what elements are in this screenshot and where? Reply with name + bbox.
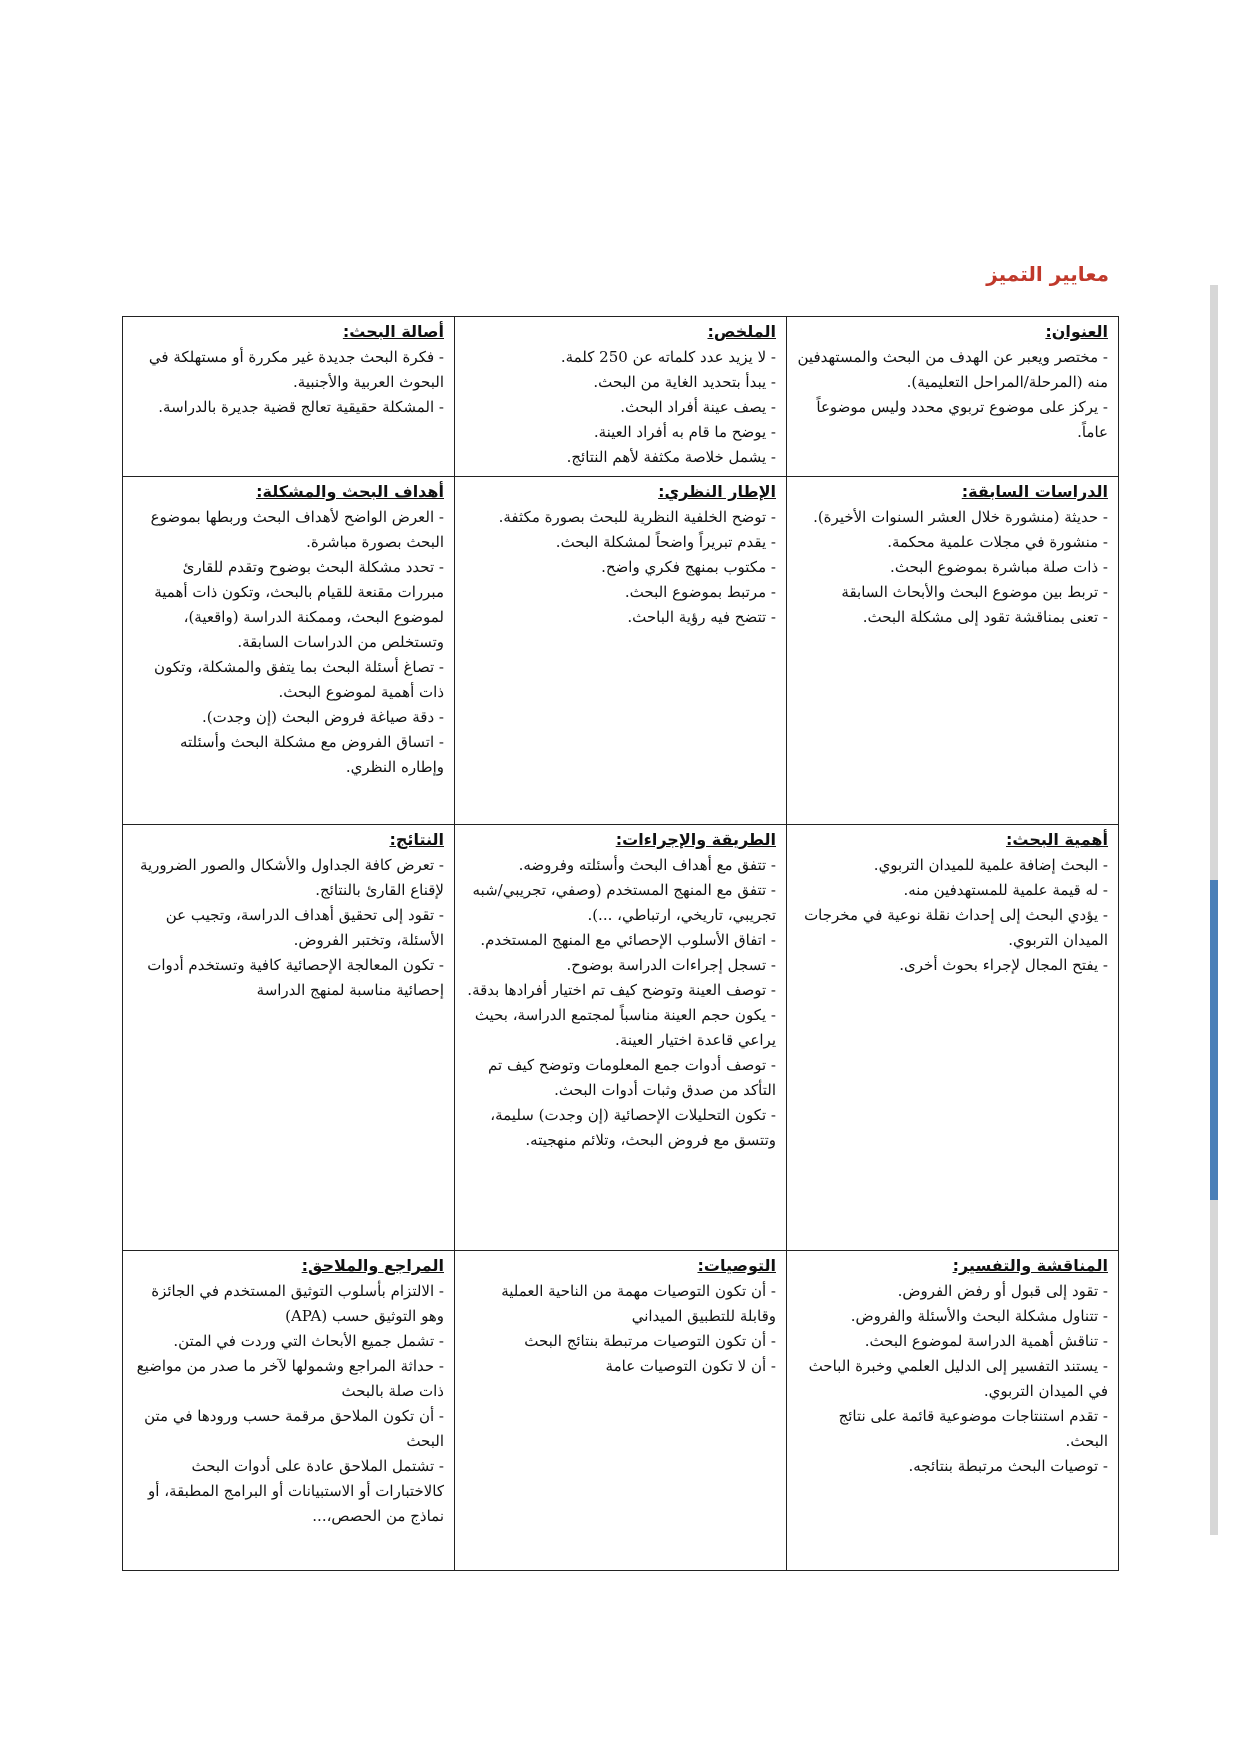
criteria-item: - حداثة المراجع وشمولها لآخر ما صدر من مواضيع ذات صلة بالبحث [133, 1354, 444, 1404]
criteria-heading: أهمية البحث: [1006, 830, 1108, 849]
criteria-item: - توضح الخلفية النظرية للبحث بصورة مكثفة. [465, 505, 776, 530]
criteria-list [133, 1279, 444, 1529]
criteria-item: - تحدد مشكلة البحث بوضوح وتقدم للقارئ مبررات مقنعة للقيام بالبحث، وتكون ذات أهمية لموضوع البحث، وممكنة الدراسة (واقعية)، وتستخلص من الدراسات السابقة. [133, 555, 444, 655]
criteria-heading: التوصيات: [697, 1256, 776, 1275]
criteria-item: - تشتمل الملاحق عادة على أدوات البحث كالاختبارات أو الاستبيانات أو البرامج المطبقة، أو نماذج من الحصص،... [133, 1454, 444, 1529]
criteria-item: - فكرة البحث جديدة غير مكررة أو مستهلكة في البحوث العربية والأجنبية. [133, 345, 444, 395]
criteria-list [797, 1279, 1108, 1479]
criteria-item: - العرض الواضح لأهداف البحث وربطها بموضوع البحث بصورة مباشرة. [133, 505, 444, 555]
criteria-item: - تقود إلى قبول أو رفض الفروض. [797, 1279, 1108, 1304]
criteria-heading: العنوان: [1045, 322, 1108, 341]
criteria-item: - أن لا تكون التوصيات عامة [465, 1354, 776, 1379]
criteria-list [133, 345, 444, 420]
criteria-item: - اتساق الفروض مع مشكلة البحث وأسئلته وإطاره النظري. [133, 730, 444, 780]
criteria-item: - تتناول مشكلة البحث والأسئلة والفروض. [797, 1304, 1108, 1329]
criteria-item: - تصاغ أسئلة البحث بما يتفق والمشكلة، وتكون ذات أهمية لموضوع البحث. [133, 655, 444, 705]
criteria-cell [123, 317, 455, 477]
criteria-item: - توصيات البحث مرتبطة بنتائجه. [797, 1454, 1108, 1479]
criteria-item: - توصف العينة وتوضح كيف تم اختيار أفرادها بدقة. [465, 978, 776, 1003]
criteria-item: - أن تكون الملاحق مرقمة حسب ورودها في متن البحث [133, 1404, 444, 1454]
criteria-cell [455, 477, 787, 825]
criteria-list [133, 853, 444, 1003]
criteria-item: - المشكلة حقيقية تعالج قضية جديرة بالدراسة. [133, 395, 444, 420]
criteria-item: - أن تكون التوصيات مرتبطة بنتائج البحث [465, 1329, 776, 1354]
criteria-item: - توصف أدوات جمع المعلومات وتوضح كيف تم التأكد من صدق وثبات أدوات البحث. [465, 1053, 776, 1103]
criteria-item: - تربط بين موضوع البحث والأبحاث السابقة [797, 580, 1108, 605]
criteria-row [123, 825, 1119, 1251]
criteria-table [122, 316, 1119, 1571]
criteria-cell [787, 1251, 1119, 1571]
criteria-heading: أهداف البحث والمشكلة: [256, 482, 444, 501]
criteria-item: - حديثة (منشورة خلال العشر السنوات الأخيرة). [797, 505, 1108, 530]
criteria-list [133, 505, 444, 780]
criteria-cell [787, 477, 1119, 825]
criteria-list [797, 853, 1108, 978]
criteria-heading: الإطار النظري: [658, 482, 776, 501]
criteria-list [797, 505, 1108, 630]
criteria-item: - اتفاق الأسلوب الإحصائي مع المنهج المستخدم. [465, 928, 776, 953]
criteria-cell [123, 825, 455, 1251]
criteria-item: - يبدأ بتحديد الغاية من البحث. [465, 370, 776, 395]
criteria-item: - تشمل جميع الأبحاث التي وردت في المتن. [133, 1329, 444, 1354]
criteria-item: - يقدم تبريراً واضحاً لمشكلة البحث. [465, 530, 776, 555]
criteria-heading: الملخص: [707, 322, 776, 341]
criteria-list [465, 345, 776, 470]
criteria-item: - يستند التفسير إلى الدليل العلمي وخبرة الباحث في الميدان التربوي. [797, 1354, 1108, 1404]
scan-edge-blue-strip [1210, 880, 1218, 1200]
criteria-item: - ذات صلة مباشرة بموضوع البحث. [797, 555, 1108, 580]
criteria-cell [455, 1251, 787, 1571]
criteria-list [797, 345, 1108, 445]
criteria-heading: الطريقة والإجراءات: [615, 830, 776, 849]
criteria-cell [455, 317, 787, 477]
criteria-heading: المناقشة والتفسير: [952, 1256, 1108, 1275]
criteria-list [465, 505, 776, 630]
criteria-item: - مختصر ويعبر عن الهدف من البحث والمستهدفين منه (المرحلة/المراحل التعليمية). [797, 345, 1108, 395]
criteria-cell [787, 825, 1119, 1251]
criteria-item: - دقة صياغة فروض البحث (إن وجدت). [133, 705, 444, 730]
criteria-item: - تناقش أهمية الدراسة لموضوع البحث. [797, 1329, 1108, 1354]
criteria-item: - تتضح فيه رؤية الباحث. [465, 605, 776, 630]
criteria-heading: الدراسات السابقة: [961, 482, 1108, 501]
criteria-cell [123, 477, 455, 825]
criteria-item: - له قيمة علمية للمستهدفين منه. [797, 878, 1108, 903]
criteria-heading: المراجع والملاحق: [301, 1256, 444, 1275]
criteria-table-body [123, 317, 1119, 1571]
page-title: معايير التميز [986, 262, 1109, 286]
criteria-item: - تسجل إجراءات الدراسة بوضوح. [465, 953, 776, 978]
criteria-item: - يفتح المجال لإجراء بحوث أخرى. [797, 953, 1108, 978]
criteria-cell [455, 825, 787, 1251]
criteria-cell [787, 317, 1119, 477]
criteria-row [123, 1251, 1119, 1571]
criteria-heading: أصالة البحث: [342, 322, 444, 341]
criteria-item: - تكون المعالجة الإحصائية كافية وتستخدم أدوات إحصائية مناسبة لمنهج الدراسة [133, 953, 444, 1003]
criteria-item: - مرتبط بموضوع البحث. [465, 580, 776, 605]
criteria-item: - لا يزيد عدد كلماته عن 250 كلمة. [465, 345, 776, 370]
criteria-row [123, 477, 1119, 825]
criteria-item: - تقود إلى تحقيق أهداف الدراسة، وتجيب عن الأسئلة، وتختبر الفروض. [133, 903, 444, 953]
criteria-list [465, 853, 776, 1153]
criteria-item: - البحث إضافة علمية للميدان التربوي. [797, 853, 1108, 878]
criteria-item: - تقدم استنتاجات موضوعية قائمة على نتائج البحث. [797, 1404, 1108, 1454]
criteria-item: - يؤدي البحث إلى إحداث نقلة نوعية في مخرجات الميدان التربوي. [797, 903, 1108, 953]
criteria-item: - يركز على موضوع تربوي محدد وليس موضوعاً عاماً. [797, 395, 1108, 445]
criteria-item: - منشورة في مجلات علمية محكمة. [797, 530, 1108, 555]
criteria-item: - تعرض كافة الجداول والأشكال والصور الضرورية لإقناع القارئ بالنتائج. [133, 853, 444, 903]
criteria-row [123, 317, 1119, 477]
criteria-item: - أن تكون التوصيات مهمة من الناحية العملية وقابلة للتطبيق الميداني [465, 1279, 776, 1329]
criteria-item: - الالتزام بأسلوب التوثيق المستخدم في الجائزة وهو التوثيق حسب (APA) [133, 1279, 444, 1329]
criteria-item: - تكون التحليلات الإحصائية (إن وجدت) سليمة، وتتسق مع فروض البحث، وتلائم منهجيته. [465, 1103, 776, 1153]
criteria-item: - تتفق مع أهداف البحث وأسئلته وفروضه. [465, 853, 776, 878]
criteria-item: - يصف عينة أفراد البحث. [465, 395, 776, 420]
criteria-item: - يشمل خلاصة مكثفة لأهم النتائج. [465, 445, 776, 470]
criteria-item: - مكتوب بمنهج فكري واضح. [465, 555, 776, 580]
criteria-heading: النتائج: [389, 830, 444, 849]
criteria-item: - تتفق مع المنهج المستخدم (وصفي، تجريبي/شبه تجريبي، تاريخي، ارتباطي، ...). [465, 878, 776, 928]
criteria-item: - تعنى بمناقشة تقود إلى مشكلة البحث. [797, 605, 1108, 630]
criteria-cell [123, 1251, 455, 1571]
criteria-item: - يكون حجم العينة مناسباً لمجتمع الدراسة، بحيث يراعي قاعدة اختيار العينة. [465, 1003, 776, 1053]
criteria-item: - يوضح ما قام به أفراد العينة. [465, 420, 776, 445]
criteria-list [465, 1279, 776, 1379]
